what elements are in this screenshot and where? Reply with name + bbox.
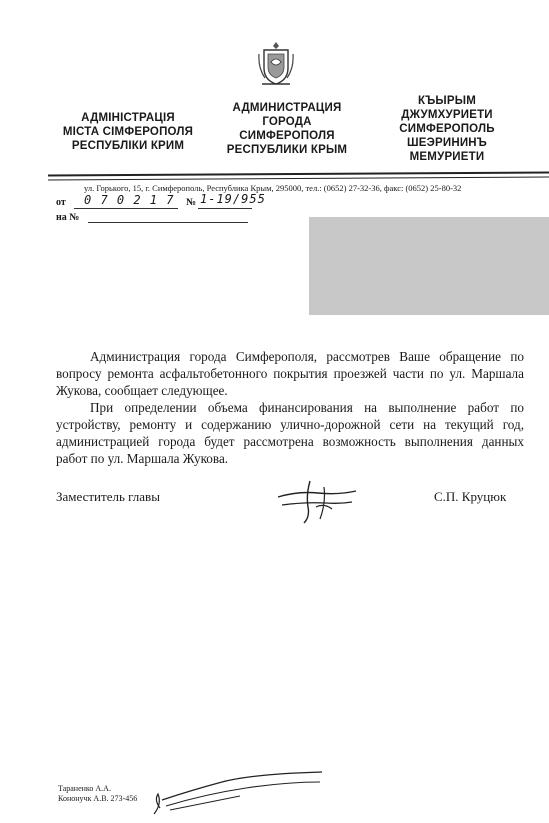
number-underline xyxy=(198,208,252,209)
body-paragraph: Администрация города Симферополя, рассмотрев Ваше обращение по вопросу ремонта асфальтобетонного покрытия проезжей части по ул. Маршала Жукова, сообщает следующее. xyxy=(56,349,524,398)
number-label: № xyxy=(186,197,197,208)
header-line: ШЕЭРИНИНЪ xyxy=(406,137,488,149)
executor-signature xyxy=(148,770,328,818)
header-line: СИМФЕРОПОЛЬ xyxy=(399,123,495,135)
body-paragraph: При определении объема финансирования на выполнение работ по устройству, ремонту и содержанию улично-дорожной сети на текущий год, администрацией города будет рассмотрена возможность выполнения данных работ по ул. Маршала Жукова. xyxy=(56,400,524,466)
header-line: РЕСПУБЛІКИ КРИМ xyxy=(71,140,185,152)
header-line: ГОРОДА xyxy=(262,116,312,128)
executor-line: Тараненко А.А. xyxy=(58,784,111,793)
coat-of-arms-emblem xyxy=(258,40,294,88)
header-line: КЪЫРЫМ xyxy=(418,95,476,107)
header-line: АДМИНИСТРАЦИЯ xyxy=(232,102,342,114)
header-russian xyxy=(218,101,356,157)
reference-label: на № xyxy=(56,212,80,223)
header-line: СИМФЕРОПОЛЯ xyxy=(239,130,335,142)
reference-underline xyxy=(88,222,248,223)
outgoing-number: 1-19/955 xyxy=(200,192,266,206)
header-line: МЕМУРИЕТИ xyxy=(409,151,485,163)
header-rule-thick xyxy=(48,171,549,176)
header-line: РЕСПУБЛИКИ КРЫМ xyxy=(226,144,348,156)
from-label: от xyxy=(56,197,66,208)
header-line: МІСТА СІМФЕРОПОЛЯ xyxy=(62,126,194,138)
letter-body xyxy=(56,348,524,467)
address-line: ул. Горького, 15, г. Симферополь, Республика Крым, 295000, тел.: (0652) 27-32-36, факс: (0652) 25-80-32 xyxy=(84,183,462,193)
signer-position: Заместитель главы xyxy=(56,489,160,504)
header-line: ДЖУМХУРИЕТИ xyxy=(401,109,493,121)
executor-list xyxy=(58,784,137,804)
handwritten-signature xyxy=(272,477,362,525)
outgoing-date: 0 7 0 2 1 7 xyxy=(84,193,175,207)
header-ukrainian xyxy=(58,111,198,153)
header-crimean-tatar xyxy=(392,94,502,164)
redacted-recipient-block xyxy=(309,217,549,315)
executor-line: Кононучк А.В. 273-456 xyxy=(58,794,138,803)
date-underline xyxy=(74,208,178,209)
header-rule-thin xyxy=(48,176,549,180)
header-line: АДМІНІСТРАЦІЯ xyxy=(81,112,175,124)
signer-name: С.П. Круцюк xyxy=(434,489,507,504)
